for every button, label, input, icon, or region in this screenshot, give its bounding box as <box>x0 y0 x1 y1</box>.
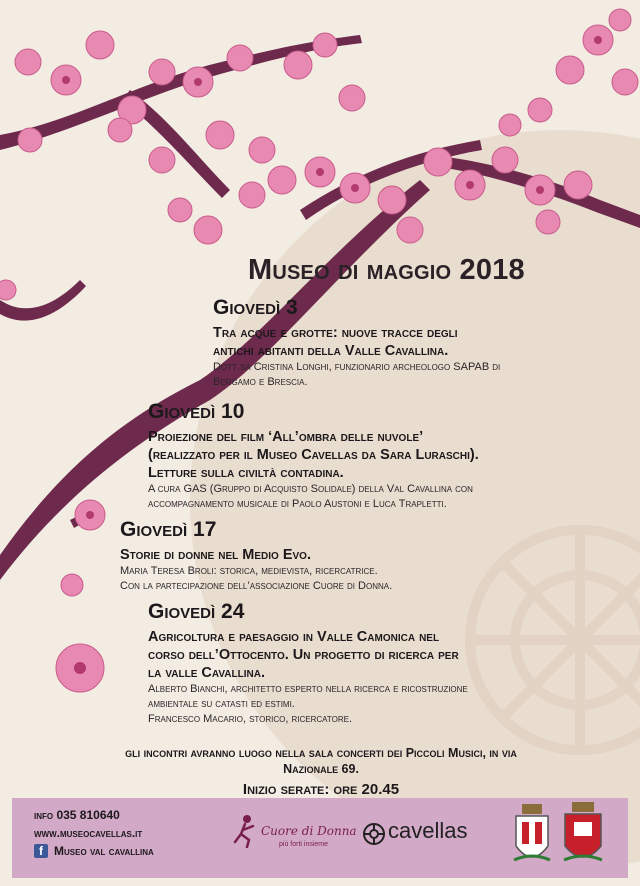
event-title-line: Proiezione del film ‘All’ombra delle nuvole’ <box>148 429 424 445</box>
event-block <box>213 296 633 390</box>
venue-note <box>24 745 618 798</box>
event-day: Giovedì 17 <box>120 518 217 541</box>
event-detail-line: A cura GAS (Gruppo di Acquisto Solidale) della Val Cavallina con <box>148 483 473 495</box>
event-title-line: la valle Cavallina. <box>148 665 265 681</box>
start-time: Inizio serate: ore 20.45 <box>242 781 400 798</box>
event-title-line: corso dell’Ottocento. Un progetto di ricerca per <box>148 647 459 663</box>
event-title-line: (realizzato per il Museo Cavellas da Sara Luraschi). <box>148 447 479 463</box>
municipal-crest-icon <box>512 804 552 870</box>
footer-bar <box>12 798 628 878</box>
event-title-line: antichi abitanti della Valle Cavallina. <box>213 343 449 359</box>
event-detail-line: accompagnamento musicale di Paolo Austoni e Luca Trapletti. <box>148 498 447 510</box>
running-woman-icon <box>231 814 259 848</box>
event-title-line: Storie di donne nel Medio Evo. <box>120 547 311 563</box>
cavellas-name: cavellas <box>388 818 468 843</box>
facebook-link[interactable]: Museo val cavallina <box>54 844 154 858</box>
event-block <box>120 518 620 594</box>
cavellas-logo <box>362 816 492 852</box>
event-block <box>148 600 618 727</box>
event-day: Giovedì 24 <box>148 600 245 623</box>
municipal-crest-icon <box>562 802 604 870</box>
event-day: Giovedì 10 <box>148 400 245 423</box>
event-block <box>148 400 634 512</box>
event-detail-line: Bergamo e Brescia. <box>213 376 308 388</box>
venue-line: gli incontri avranno luogo nella sala concerti dei Piccoli Musici, in via <box>125 746 517 760</box>
event-title-line: Tra acque e grotte: nuove tracce degli <box>213 325 458 341</box>
event-day: Giovedì 3 <box>213 296 298 319</box>
cuore-di-donna-logo <box>231 814 361 854</box>
event-detail-line: ambientale su catasti ed estimi. <box>148 698 295 710</box>
event-detail-line: Maria Teresa Broli: storica, medievista, ricercatrice. <box>120 565 378 577</box>
cuore-di-donna-name: Cuore di Donna <box>261 824 357 838</box>
event-detail-line: Dott.sa Cristina Longhi, funzionario archeologo SAPAB di <box>213 361 501 373</box>
cavellas-emblem-icon <box>362 822 386 846</box>
facebook-icon[interactable]: f <box>34 844 48 858</box>
info-phone: info 035 810640 <box>34 808 120 822</box>
venue-line: Nazionale 69. <box>283 762 359 776</box>
event-title-line: Agricoltura e paesaggio in Valle Camonica nel <box>148 629 440 645</box>
cuore-di-donna-tagline: più forti insieme <box>279 841 329 848</box>
page-title: Museo di maggio 2018 <box>248 254 525 286</box>
event-title-line: Letture sulla civiltà contadina. <box>148 465 344 481</box>
website-link[interactable]: www.museocavellas.it <box>34 826 143 840</box>
event-detail-line: Francesco Macario, storico, ricercatore. <box>148 713 353 725</box>
event-detail-line: Alberto Bianchi, architetto esperto nella ricerca e ricostruzione <box>148 683 468 695</box>
event-detail-line: Con la partecipazione dell’associazione Cuore di Donna. <box>120 580 393 592</box>
